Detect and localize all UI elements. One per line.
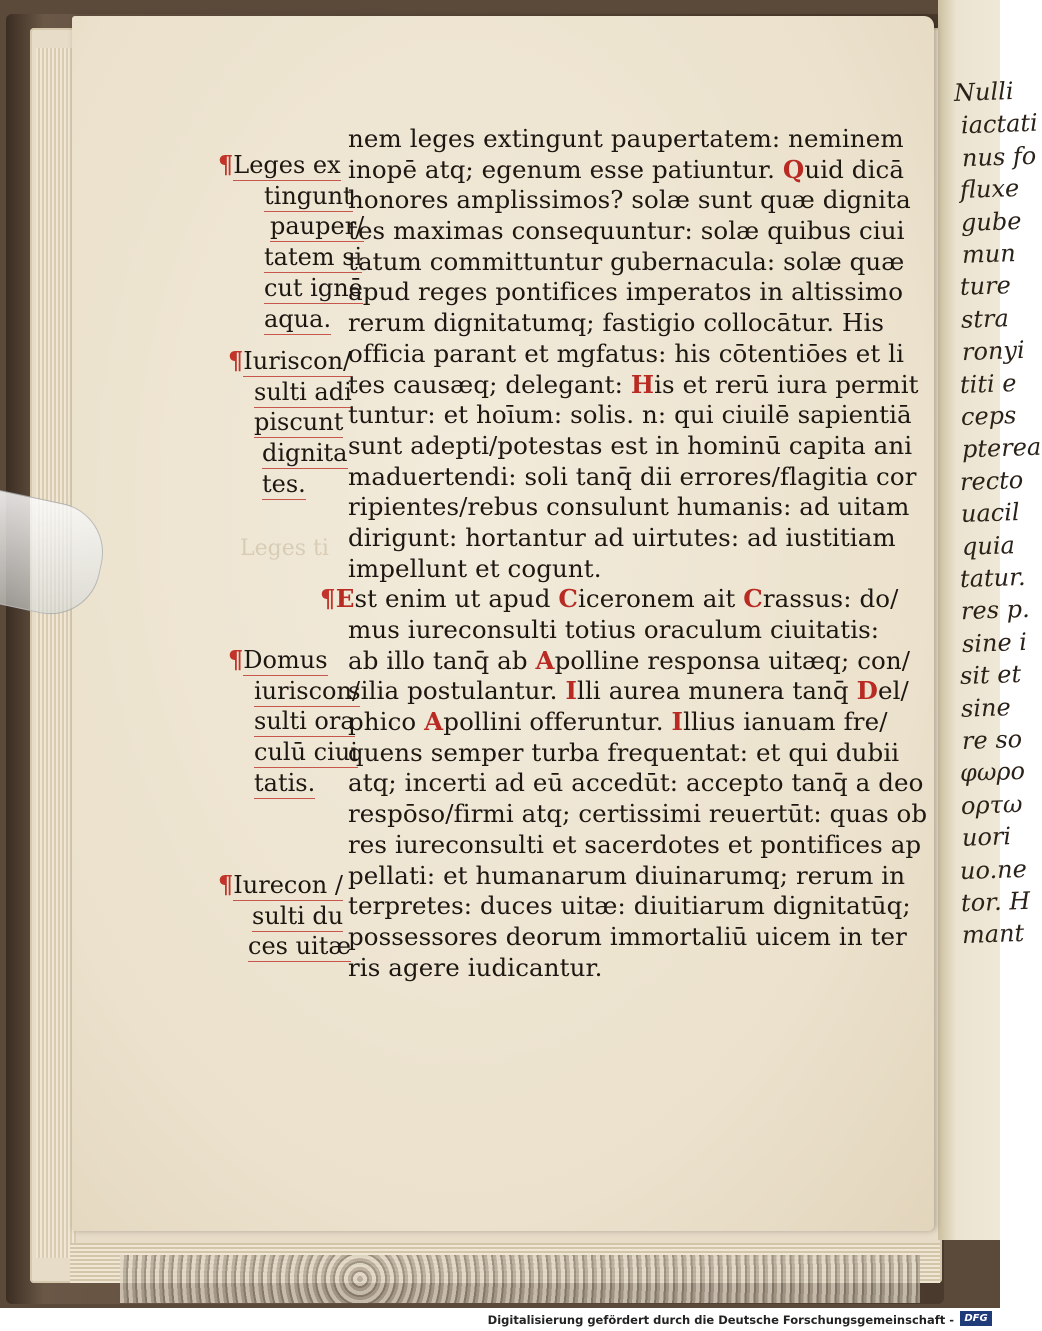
facing-page-line: ture [959,271,1012,302]
facing-page-line: iactati [960,109,1039,140]
margin-note-4: ¶Iurecon / sulti du ces uitæ [218,870,351,961]
text-line: ab illo tanq̄ ab Apolline responsa uitæq; con/ [348,645,911,675]
facing-page-line: res p. [960,595,1031,626]
text-line: ris agere iudicantur. [348,952,603,982]
text-line: nem leges extingunt paupertatem: neminem [348,124,904,153]
facing-page-line: mun [961,239,1017,269]
text-line: tes causæq; delegant: His et rerū iura permit [348,369,919,399]
text-line: rerum dignitatumq; fastigio collocātur. His [348,308,885,338]
text-line: impellunt et cogunt. [348,553,602,583]
text-line: terpretes: duces uitæ: diuitiarum dignitatūq; [348,891,911,921]
text-line: atq; incerti ad eū accedūt: accepto tanq̄ a deo [348,768,924,798]
facing-page-line: titi e [959,368,1017,399]
facing-page-line: re so [961,724,1023,756]
facing-page-line: gube [960,206,1022,237]
footer-bar [0,1308,1000,1331]
text-line: pellati: et humanarum diuinarumq; rerum in [348,860,906,890]
text-line: maduertendi: soli tanq̄ dii errores/flagitia cor [348,461,917,491]
text-line: officia parant et mgfatus: his cōtentiōes et li [348,338,905,368]
text-line: phico Apollini offeruntur. Illius ianuam fre/ [348,707,888,737]
facing-page-line: uo.ne [959,854,1028,885]
dfg-logo: DFG [960,1311,992,1326]
facing-page-line: stra [960,303,1010,334]
facing-page-line: nus fo [961,141,1037,173]
text-line: apud reges pontifices imperatos in altissimo [348,277,904,307]
facing-page-line: ronyi [961,336,1026,367]
text-line: ripientes/rebus consulunt humanis: ad uitam [348,492,910,522]
main-text-column [320,124,928,983]
pilcrow-icon: ¶ [218,870,234,899]
facing-page-line: quia [961,530,1016,561]
facing-page-line: tor. H [960,886,1031,918]
facing-page-line: sine [960,692,1012,723]
margin-note-2: ¶Iuriscon/ sulti adi piscunt dignita tes. [228,346,352,498]
facing-page-line: fluxe [959,174,1020,205]
marbled-edge [120,1255,920,1303]
facing-page-line: pterea [961,433,1042,464]
bleed-through-text: Leges ti [240,536,329,561]
facing-page-line: mant [961,919,1025,950]
text-line: tuntur: et hoīum: solis. n: qui ciuilē sapientiā [348,400,912,430]
facing-page [938,0,1042,1240]
facing-page-line: sit et [959,660,1022,691]
text-line: possessores deorum immortaliū uicem in ter [348,921,907,951]
margin-note-1: ¶Leges ex tingunt pauper/ tatem si cut ignē aqua. [218,150,365,333]
text-line: silia postulantur. Illi aurea munera tanq̄ Del/ [348,676,909,706]
text-line: sunt adepti/potestas est in hominū capita ani [348,430,913,460]
facing-page-line: φωρο [959,757,1026,788]
facing-page-line: uacil [960,498,1021,529]
text-line: mus iureconsulti totius oraculum ciuitatis: [348,615,880,644]
text-line: quens semper turba frequentat: et qui dubii [348,737,900,767]
facing-page-line: recto [959,465,1024,496]
page-edges [36,48,76,1258]
facing-page-line: tatur. [959,562,1026,594]
facing-page-line: sine i [961,627,1028,658]
text-line: inopē atq; egenum esse patiuntur. Quid dicā [348,154,905,184]
text-line: honores amplissimos? solæ sunt quæ dignita [348,185,911,215]
pilcrow-icon: ¶ [320,584,336,614]
funding-credit: Digitalisierung gefördert durch die Deutsche Forschungsgemeinschaft - [487,1313,954,1327]
text-line: ¶Est enim ut apud Ciceronem ait Crassus: do/ [320,584,899,614]
text-line: res iureconsulti et sacerdotes et pontifices ap [348,829,922,859]
facing-page-line: ορτω [960,789,1023,820]
pilcrow-icon: ¶ [228,645,244,674]
text-line: dirigunt: hortantur ad uirtutes: ad iustitiam [348,522,896,552]
facing-page-line: uori [961,822,1012,853]
text-line: tes maximas consequuntur: solæ quibus ciui [348,216,905,246]
margin-note-3: ¶Domus iuriscon/ sulti ora culū ciui tatis. [228,645,361,797]
text-line: respōso/firmi atq; certissimi reuertūt: quas ob [348,799,928,829]
facing-page-line: Nulli [953,76,1014,108]
pilcrow-icon: ¶ [218,150,234,179]
text-line: tatum committuntur gubernacula: solæ quæ [348,246,905,276]
pilcrow-icon: ¶ [228,346,244,375]
facing-page-line: ceps [960,401,1017,431]
